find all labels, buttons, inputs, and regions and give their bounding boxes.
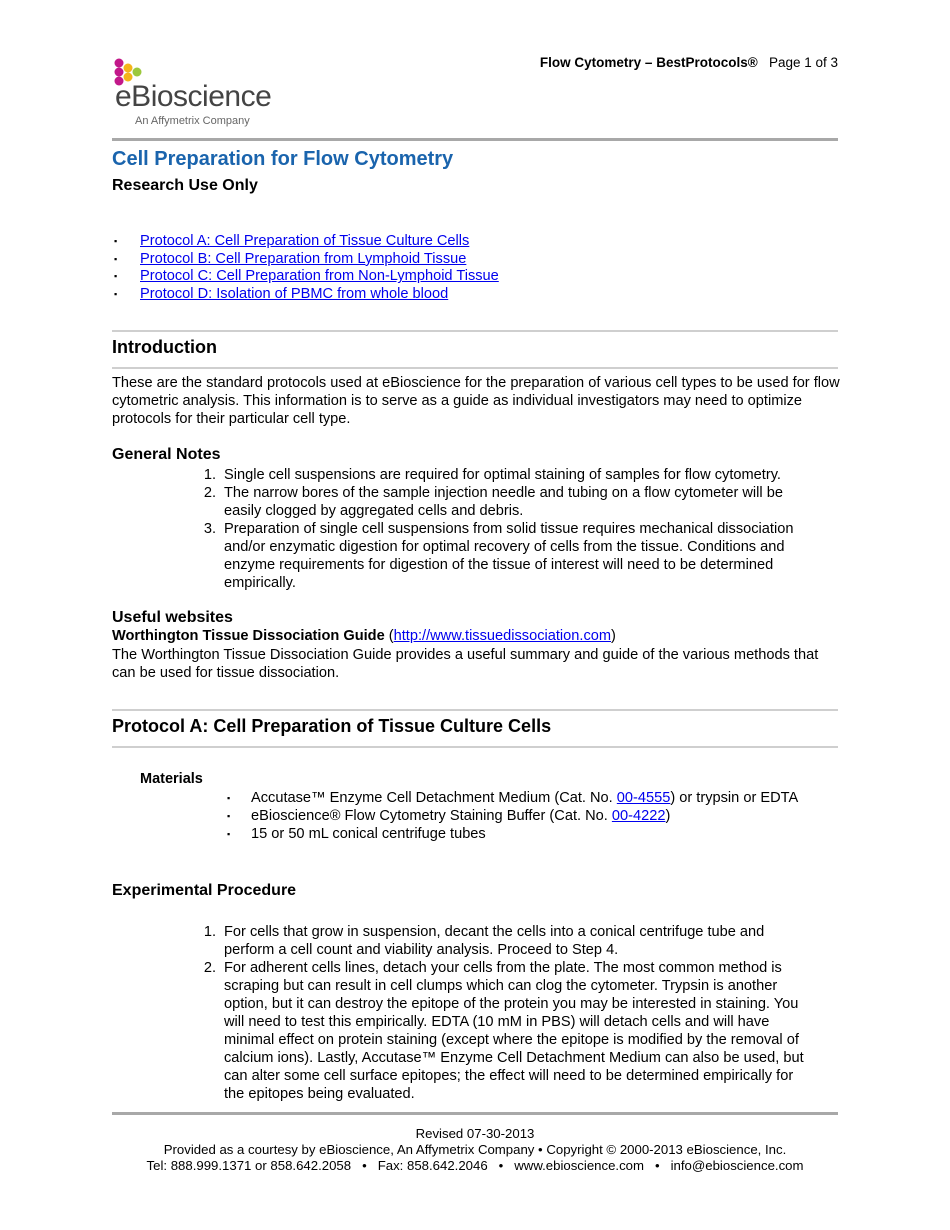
procedure-step: For adherent cells lines, detach your cells from the plate. The most common method is scraping but can result in cell clumps which can clog the cytometer. Trypsin is another option, but it can destroy the epitope of the protein you may be interested in staining. You will need to test this empirically. EDTA (10 mM in PBS) will detach cells and will have minimal effect on protein staining (except where the epitope is modified by the removal of calcium ions). Lastly, Accutase™ Enzyme Cell Detachment Medium can also be used, but can alter some cell surface epitopes; the effect will need to be determined empirically for the epitopes being evaluated. [224, 960, 804, 1102]
page-title: Cell Preparation for Flow Cytometry [112, 148, 454, 170]
guide-title: Worthington Tissue Dissociation Guide [112, 628, 385, 644]
list-number: 2. [203, 960, 216, 976]
footer-contact: Tel: 888.999.1371 or 858.642.2058 • Fax: 858.642.2046 • www.ebioscience.com • info@ebioscience.com [146, 1158, 804, 1173]
worthington-description: The Worthington Tissue Dissociation Guide provides a useful summary and guide of the various methods that can be used for tissue dissociation. [112, 647, 819, 681]
divider [112, 138, 838, 141]
divider [112, 330, 838, 332]
materials-heading: Materials [140, 771, 203, 787]
list-number: 2. [203, 485, 216, 501]
material-text: ) [665, 808, 671, 824]
list-number: 3. [203, 521, 216, 537]
catalog-link-00-4555[interactable]: 00-4555 [616, 790, 671, 806]
general-notes-list [196, 466, 816, 592]
catalog-link-00-4222[interactable]: 00-4222 [611, 808, 666, 824]
bullet-icon: ▪ [227, 829, 231, 839]
logo-wordmark: eBioscience [115, 80, 272, 113]
toc-link-protocol-c[interactable]: Protocol C: Cell Preparation from Non-Lymphoid Tissue [140, 268, 499, 285]
experimental-procedure-heading: Experimental Procedure [112, 882, 297, 899]
material-text: eBioscience® Flow Cytometry Staining Buffer (Cat. No. [251, 808, 612, 824]
bullet-icon: ▪ [114, 253, 118, 264]
material-text: 15 or 50 mL conical centrifuge tubes [251, 826, 486, 842]
subtitle: Research Use Only [112, 177, 258, 194]
list-item: Preparation of single cell suspensions from solid tissue requires mechanical dissociation and/or enzymatic digestion for optimal recovery of cells from the tissue. Conditions and enzyme requirements for digestion of the tissue of interest will need to be determined empirically. [224, 521, 794, 591]
introduction-heading: Introduction [112, 337, 217, 357]
general-notes-heading: General Notes [112, 446, 221, 463]
paren: ) [611, 628, 616, 644]
divider [112, 367, 838, 369]
bullet-icon: ▪ [227, 793, 231, 803]
logo-tagline: An Affymetrix Company [135, 115, 250, 127]
divider [112, 1112, 838, 1115]
bullet-icon: ▪ [114, 236, 118, 246]
material-text: Accutase™ Enzyme Cell Detachment Medium (Cat. No. [251, 790, 617, 806]
material-text: ) or trypsin or EDTA [670, 790, 799, 806]
footer-copyright: Provided as a courtesy by eBioscience, An Affymetrix Company • Copyright © 2000-2013 eBioscience, Inc. [163, 1142, 787, 1157]
tissuedissociation-link[interactable]: http://www.tissuedissociation.com [393, 628, 612, 644]
bullet-icon: ▪ [114, 289, 118, 300]
list-number: 1. [203, 467, 216, 483]
bullet-icon: ▪ [227, 811, 231, 821]
list-number: 1. [203, 924, 216, 940]
list-item: The narrow bores of the sample injection needle and tubing on a flow cytometer will be easily clogged by aggregated cells and debris. [224, 485, 783, 519]
protocol-a-heading: Protocol A: Cell Preparation of Tissue Culture Cells [112, 716, 552, 736]
materials-list [223, 789, 843, 843]
toc-link-protocol-b[interactable]: Protocol B: Cell Preparation from Lymphoid Tissue [140, 250, 467, 267]
divider [112, 746, 838, 748]
introduction-text: These are the standard protocols used at eBioscience for the preparation of various cell types to be used for flow cytometric analysis. This information is to serve as a guide as individual investigators may need to optimize protocols for their particular cell type. [112, 375, 840, 427]
ebioscience-logo [113, 58, 313, 133]
list-item: Single cell suspensions are required for optimal staining of samples for flow cytometry. [224, 467, 781, 483]
footer-revised: Revised 07-30-2013 [415, 1126, 535, 1141]
page-header [540, 55, 838, 70]
paren: ( [384, 628, 394, 644]
bullet-icon: ▪ [114, 271, 118, 282]
procedure-step: For cells that grow in suspension, decant the cells into a conical centrifuge tube and perform a cell count and viability analysis. Proceed to Step 4. [224, 924, 765, 958]
divider [112, 709, 838, 711]
header-page-number: Page 1 of 3 [768, 55, 838, 70]
header-doc-title: Flow Cytometry – BestProtocols® [539, 55, 758, 70]
table-of-contents [112, 232, 812, 303]
useful-websites-heading: Useful websites [112, 609, 233, 626]
procedure-steps [196, 923, 816, 1103]
toc-link-protocol-d[interactable]: Protocol D: Isolation of PBMC from whole blood [140, 286, 449, 303]
worthington-line [112, 627, 616, 645]
toc-link-protocol-a[interactable]: Protocol A: Cell Preparation of Tissue Culture Cells [140, 233, 470, 249]
